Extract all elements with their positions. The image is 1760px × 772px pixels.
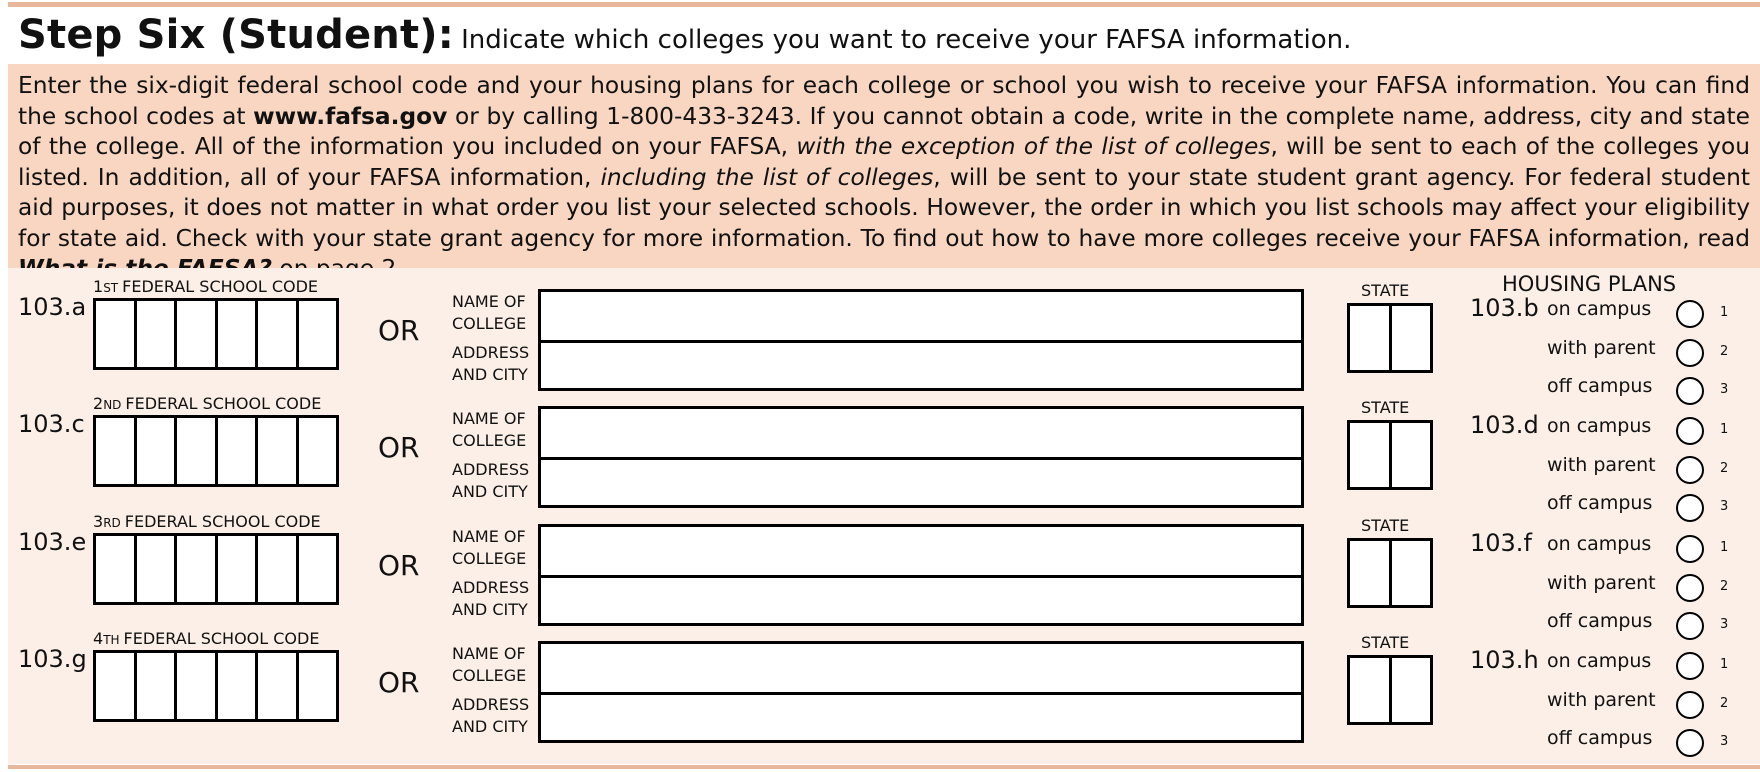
name-of-college-label: [452, 408, 526, 452]
name-label-line: NAME OF: [452, 409, 526, 428]
instructions-part: Enter the six-digit federal school code and your housing plans for each college or school you wish to receive your FAFSA information. You can find the school codes at: [18, 72, 1750, 130]
step-heading: [18, 12, 1351, 58]
housing-option-label: off campus: [1547, 610, 1653, 632]
housing-option-radio[interactable]: [1676, 494, 1704, 522]
name-label-line: COLLEGE: [452, 666, 527, 685]
ordinal-number: 3: [93, 512, 104, 531]
college-address-field[interactable]: [538, 457, 1304, 508]
address-and-city-label: [452, 694, 529, 738]
housing-option-label: on campus: [1547, 415, 1652, 437]
housing-option-radio[interactable]: [1676, 574, 1704, 602]
state-letter-box[interactable]: [1392, 658, 1431, 722]
housing-option-label: off campus: [1547, 492, 1653, 514]
housing-option-label: with parent: [1547, 336, 1656, 359]
ordinal-suffix: RD: [103, 516, 121, 530]
state-label: STATE: [1361, 281, 1410, 300]
or-separator: OR: [378, 549, 420, 582]
federal-school-code-boxes: [93, 533, 339, 605]
school-code-digit-box[interactable]: [258, 418, 299, 484]
housing-option-number: 2: [1720, 578, 1729, 594]
code-question-number: 103.a: [18, 293, 87, 321]
school-code-digit-box[interactable]: [218, 536, 259, 602]
address-label-line: ADDRESS: [452, 343, 530, 362]
instructions-part: , will be sent to your state student grant agency. For federal student aid purposes, it does not matter in what order you list your selected schools. However, the order in which you list schools may affect your eligibility for state aid. Check with your state grant agency for more information. To find out how to have more colleges receive your FAFSA information, read: [18, 163, 1750, 252]
step-title: Step Six (Student):: [18, 12, 454, 58]
federal-school-code-text: FEDERAL SCHOOL CODE: [123, 629, 320, 648]
fafsa-website-link: www.fafsa.gov: [253, 102, 448, 130]
instructions-emphasis: with the exception of the list of colleges: [796, 133, 1271, 160]
name-label-line: NAME OF: [452, 292, 526, 311]
college-name-field[interactable]: [538, 524, 1304, 578]
state-letter-box[interactable]: [1350, 541, 1392, 605]
housing-option-radio[interactable]: [1676, 612, 1704, 640]
ordinal-suffix: ST: [103, 281, 119, 295]
school-code-digit-box[interactable]: [137, 418, 178, 484]
housing-option-radio[interactable]: [1676, 729, 1704, 757]
housing-option-label: with parent: [1547, 453, 1656, 476]
school-code-digit-box[interactable]: [258, 301, 299, 367]
name-label-line: COLLEGE: [452, 314, 527, 333]
code-question-number: 103.c: [18, 410, 85, 438]
school-code-digit-box[interactable]: [177, 418, 218, 484]
ordinal-number: 4: [93, 629, 104, 648]
school-code-digit-box[interactable]: [258, 536, 299, 602]
ordinal-number: 2: [93, 394, 104, 413]
housing-option-radio[interactable]: [1676, 691, 1704, 719]
college-address-field[interactable]: [538, 692, 1304, 743]
housing-option-radio[interactable]: [1676, 535, 1704, 563]
federal-school-code-boxes: [93, 298, 339, 370]
state-letter-box[interactable]: [1350, 658, 1392, 722]
state-boxes: [1347, 538, 1433, 608]
federal-school-code-text: FEDERAL SCHOOL CODE: [124, 512, 321, 531]
school-code-digit-box[interactable]: [299, 418, 337, 484]
housing-option-number: 1: [1720, 422, 1729, 437]
housing-option-label: on campus: [1547, 533, 1652, 555]
school-code-digit-box[interactable]: [299, 653, 337, 719]
federal-school-code-text: FEDERAL SCHOOL CODE: [125, 394, 322, 413]
name-label-line: NAME OF: [452, 644, 526, 663]
school-code-digit-box[interactable]: [177, 536, 218, 602]
name-of-college-label: [452, 291, 526, 335]
state-letter-box[interactable]: [1392, 423, 1431, 487]
housing-option-number: 3: [1720, 734, 1729, 749]
address-label-line: ADDRESS: [452, 578, 530, 597]
school-code-digit-box[interactable]: [299, 301, 337, 367]
name-label-line: COLLEGE: [452, 549, 527, 568]
ordinal-number: 1: [93, 277, 104, 296]
housing-option-label: off campus: [1547, 727, 1653, 749]
school-code-digit-box[interactable]: [96, 653, 137, 719]
address-label-line: AND CITY: [452, 482, 528, 501]
code-question-number: 103.g: [18, 645, 87, 673]
address-label-line: AND CITY: [452, 365, 528, 384]
housing-question-number: 103.b: [1470, 294, 1539, 322]
bottom-rule: [8, 765, 1760, 769]
housing-plans-header: HOUSING PLANS: [1502, 272, 1677, 296]
state-label: STATE: [1361, 633, 1410, 652]
housing-option-number: 1: [1720, 305, 1729, 320]
or-separator: OR: [378, 666, 420, 699]
address-and-city-label: [452, 342, 529, 386]
state-letter-box[interactable]: [1350, 306, 1392, 370]
federal-school-code-boxes: [93, 415, 339, 487]
instructions-panel: [8, 64, 1760, 268]
school-code-digit-box[interactable]: [177, 301, 218, 367]
address-and-city-label: [452, 577, 529, 621]
housing-option-number: 3: [1720, 382, 1729, 397]
school-code-digit-box[interactable]: [218, 301, 259, 367]
housing-option-number: 2: [1720, 695, 1729, 711]
school-code-digit-box[interactable]: [137, 653, 178, 719]
address-label-line: AND CITY: [452, 600, 528, 619]
college-address-field[interactable]: [538, 340, 1304, 391]
state-label: STATE: [1361, 516, 1410, 535]
name-of-college-label: [452, 643, 526, 687]
housing-option-number: 3: [1720, 617, 1729, 632]
state-letter-box[interactable]: [1392, 306, 1431, 370]
housing-option-number: 1: [1720, 540, 1729, 555]
housing-question-number: 103.f: [1470, 529, 1532, 557]
housing-option-radio[interactable]: [1676, 652, 1704, 680]
name-label-line: NAME OF: [452, 527, 526, 546]
housing-option-radio[interactable]: [1676, 377, 1704, 405]
federal-school-code-text: FEDERAL SCHOOL CODE: [122, 277, 319, 296]
address-label-line: AND CITY: [452, 717, 528, 736]
school-code-digit-box[interactable]: [177, 653, 218, 719]
housing-option-number: 1: [1720, 657, 1729, 672]
school-code-digit-box[interactable]: [96, 301, 137, 367]
housing-option-number: 2: [1720, 343, 1729, 359]
federal-school-code-label: [93, 512, 321, 531]
housing-option-radio[interactable]: [1676, 300, 1704, 328]
housing-option-label: with parent: [1547, 688, 1656, 711]
college-name-field[interactable]: [538, 641, 1304, 695]
housing-option-radio[interactable]: [1676, 456, 1704, 484]
school-code-digit-box[interactable]: [258, 653, 299, 719]
housing-option-number: 3: [1720, 499, 1729, 514]
school-code-digit-box[interactable]: [299, 536, 337, 602]
school-code-digit-box[interactable]: [218, 653, 259, 719]
address-and-city-label: [452, 459, 529, 503]
or-separator: OR: [378, 314, 420, 347]
federal-school-code-label: [93, 277, 318, 296]
college-address-field[interactable]: [538, 575, 1304, 626]
college-name-field[interactable]: [538, 289, 1304, 343]
instructions-emphasis: including the list of colleges: [600, 163, 934, 191]
state-boxes: [1347, 303, 1433, 373]
name-of-college-label: [452, 526, 526, 570]
top-rule: [8, 2, 1760, 7]
step-subtitle: Indicate which colleges you want to receive your FAFSA information.: [461, 25, 1352, 55]
state-label: STATE: [1361, 398, 1410, 417]
address-label-line: ADDRESS: [452, 460, 530, 479]
state-boxes: [1347, 420, 1433, 490]
federal-school-code-label: [93, 394, 321, 413]
instructions-part: , will be sent to each of the colleges you listed. In addition, all of your FAFSA information,: [18, 133, 1750, 191]
ordinal-suffix: ND: [103, 398, 122, 412]
state-boxes: [1347, 655, 1433, 725]
instructions-part: or by calling 1-800-433-3243. If you cannot obtain a code, write in the complete name, address, city and state of the college. All of the information you included on your FAFSA,: [18, 102, 1751, 160]
housing-option-radio[interactable]: [1676, 417, 1704, 445]
federal-school-code-label: [93, 629, 319, 648]
address-label-line: ADDRESS: [452, 695, 530, 714]
state-letter-box[interactable]: [1350, 423, 1392, 487]
housing-option-radio[interactable]: [1676, 339, 1704, 367]
school-code-digit-box[interactable]: [96, 536, 137, 602]
code-question-number: 103.e: [18, 528, 87, 556]
housing-option-label: on campus: [1547, 298, 1652, 320]
instructions-text: [18, 71, 1750, 285]
name-label-line: COLLEGE: [452, 431, 527, 450]
housing-question-number: 103.d: [1470, 411, 1539, 439]
college-name-field[interactable]: [538, 406, 1304, 460]
school-code-digit-box[interactable]: [96, 418, 137, 484]
state-letter-box[interactable]: [1392, 541, 1431, 605]
school-code-digit-box[interactable]: [137, 536, 178, 602]
housing-option-number: 2: [1720, 460, 1729, 476]
federal-school-code-boxes: [93, 650, 339, 722]
housing-option-label: off campus: [1547, 375, 1653, 397]
ordinal-suffix: TH: [103, 633, 120, 647]
housing-option-label: with parent: [1547, 571, 1656, 594]
school-code-digit-box[interactable]: [218, 418, 259, 484]
or-separator: OR: [378, 431, 420, 464]
school-code-digit-box[interactable]: [137, 301, 178, 367]
housing-option-label: on campus: [1547, 650, 1652, 672]
housing-question-number: 103.h: [1470, 646, 1539, 674]
